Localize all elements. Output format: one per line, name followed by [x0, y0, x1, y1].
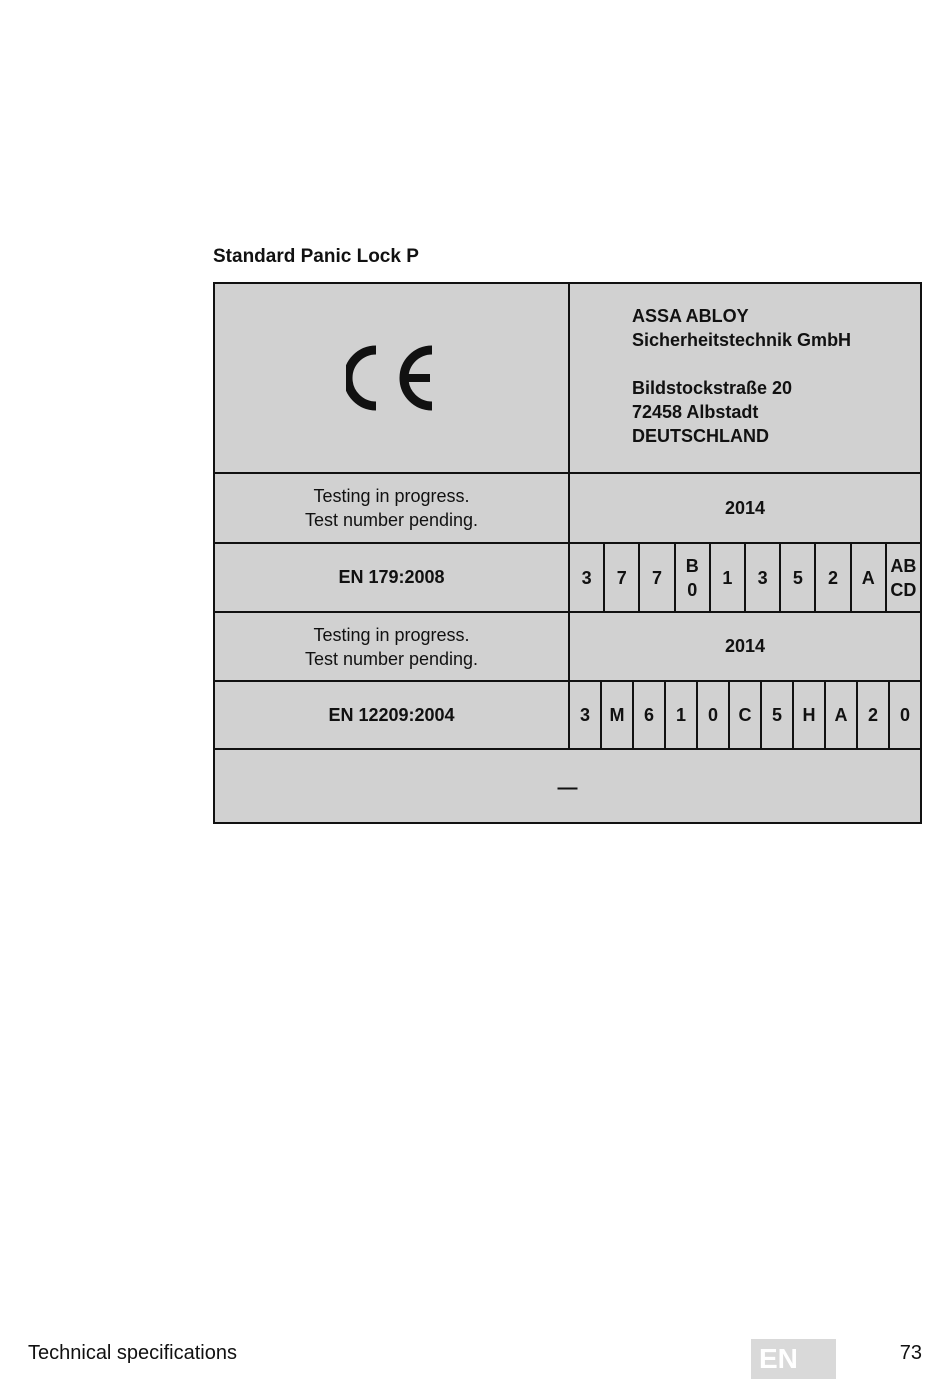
digit-top: A — [834, 705, 848, 725]
digit-top: 2 — [867, 705, 878, 725]
status-row-2 — [215, 613, 920, 682]
classification-digit — [762, 682, 794, 748]
classification-digit — [676, 544, 711, 611]
dash-placeholder: — — [557, 776, 578, 799]
classification-digit — [781, 544, 816, 611]
digit-top: 7 — [616, 567, 627, 588]
digit-top: 7 — [652, 567, 663, 588]
page-title: Standard Panic Lock P — [213, 246, 419, 267]
digit-top: B — [685, 555, 699, 576]
classification-digit — [730, 682, 762, 748]
language-tab: EN — [751, 1339, 836, 1379]
manufacturer-name-1: ASSA ABLOY — [632, 306, 749, 326]
test-status-cell — [215, 474, 570, 542]
standard-cell: EN 12209:2004 — [215, 682, 570, 748]
classification-digit — [826, 682, 858, 748]
classification-digit — [816, 544, 851, 611]
digit-top: H — [802, 705, 816, 725]
classification-digit — [605, 544, 640, 611]
test-status-line1: Testing in progress. — [313, 486, 470, 506]
digit-top: 3 — [757, 567, 768, 588]
header-row — [215, 284, 920, 474]
footer-section-title: Technical specifications — [28, 1342, 237, 1364]
bottom-row — [215, 750, 920, 822]
classification-codes — [570, 682, 920, 748]
test-status-line2: Test number pending. — [304, 648, 479, 669]
ce-mark-cell — [215, 284, 570, 472]
classification-digit — [890, 682, 920, 748]
digit-top: 2 — [828, 567, 839, 588]
classification-digit — [640, 544, 675, 611]
manufacturer-address — [632, 304, 851, 448]
digit-top: 1 — [722, 567, 733, 588]
digit-top: 0 — [899, 705, 910, 725]
test-status-line1: Testing in progress. — [313, 624, 470, 645]
classification-digit — [852, 544, 887, 611]
manufacturer-country: DEUTSCHLAND — [632, 426, 769, 446]
ce-label-table — [213, 282, 922, 824]
classification-digit — [794, 682, 826, 748]
classification-digit — [570, 544, 605, 611]
digit-bottom: 0 — [687, 579, 698, 600]
digit-top: 5 — [792, 567, 803, 588]
classification-codes — [570, 544, 920, 611]
digit-top: 0 — [707, 705, 718, 725]
code-list — [570, 682, 920, 748]
classification-digit — [887, 544, 920, 611]
digit-top: M — [609, 705, 625, 725]
classification-digit — [711, 544, 746, 611]
year-cell: 2014 — [724, 497, 766, 518]
standard-cell: EN 179:2008 — [215, 544, 570, 611]
classification-digit — [570, 682, 602, 748]
bottom-cell — [215, 750, 920, 822]
test-status-line2: Test number pending. — [304, 510, 479, 530]
digit-top: 3 — [581, 567, 592, 588]
digit-top: 1 — [675, 705, 686, 725]
classification-digit — [746, 544, 781, 611]
classification-row-2 — [215, 682, 920, 750]
classification-row-1 — [215, 544, 920, 613]
year-cell: 2014 — [724, 636, 766, 656]
classification-digit — [698, 682, 730, 748]
digit-top: 5 — [771, 705, 782, 725]
test-status-cell — [215, 613, 570, 680]
classification-digit — [666, 682, 698, 748]
digit-top: 3 — [579, 705, 590, 725]
classification-digit — [634, 682, 666, 748]
manufacturer-cell — [570, 284, 920, 472]
page-number: 73 — [899, 1342, 922, 1364]
digit-bottom: CD — [890, 579, 917, 600]
classification-digit — [602, 682, 634, 748]
code-list — [570, 544, 920, 611]
manufacturer-street: Bildstockstraße 20 — [632, 378, 793, 398]
digit-top: A — [861, 567, 875, 588]
manufacturer-city: 72458 Albstadt — [632, 402, 759, 422]
digit-top: C — [738, 705, 752, 725]
digit-top: 6 — [643, 705, 654, 725]
ce-mark-icon — [346, 344, 438, 412]
manufacturer-name-2: Sicherheitstechnik GmbH — [632, 330, 852, 350]
digit-top: AB — [890, 555, 917, 576]
classification-digit — [858, 682, 890, 748]
status-row-1 — [215, 474, 920, 544]
